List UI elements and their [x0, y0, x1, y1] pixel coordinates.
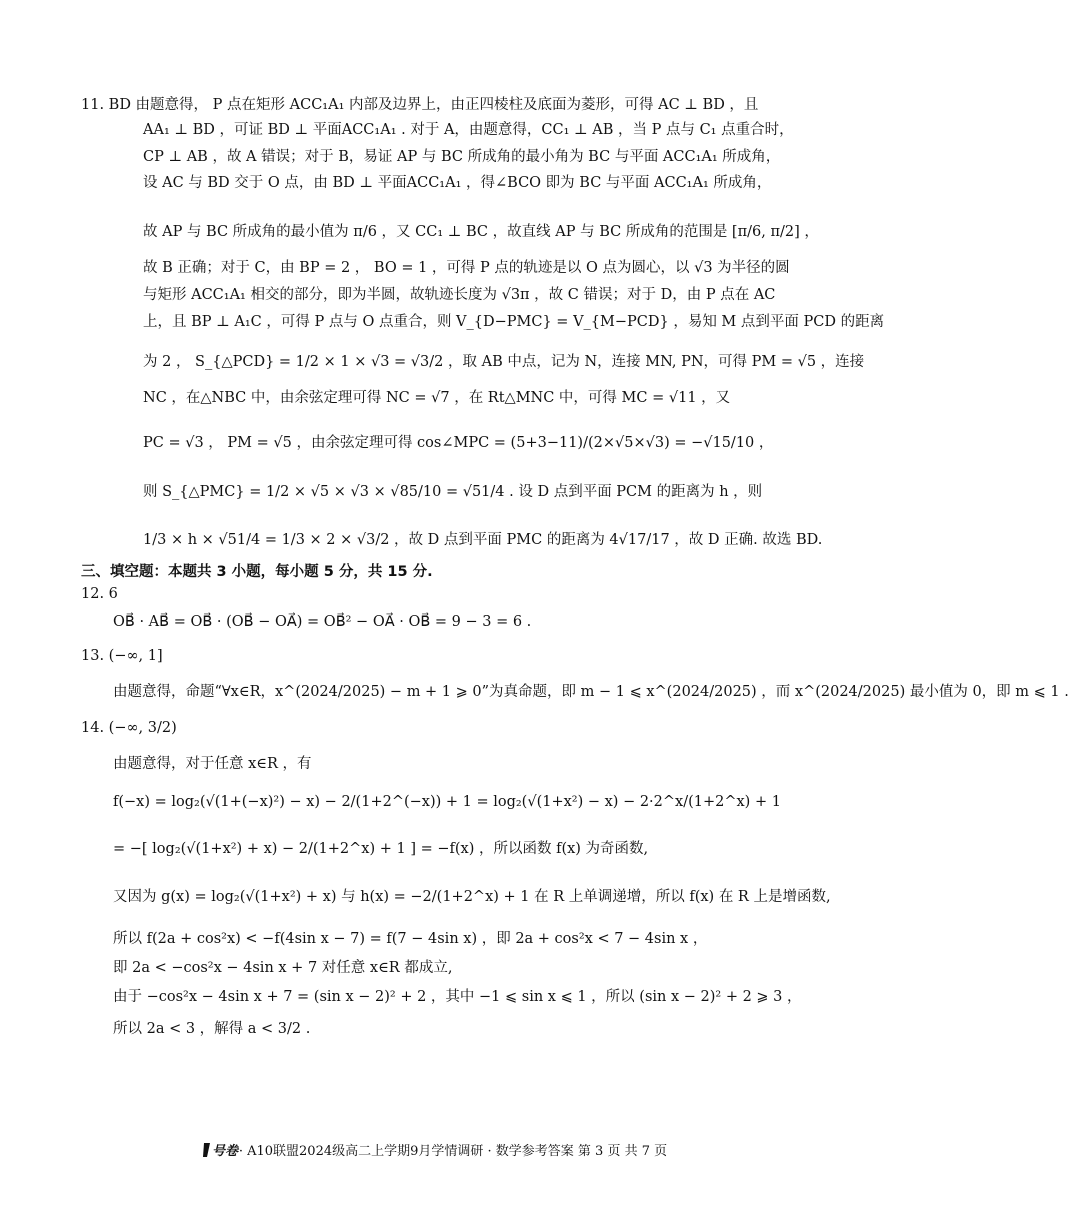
q11-line-4: 设 AC 与 BD 交于 O 点，由 BD ⊥ 平面ACC₁A₁ ，得∠BCO 即为 BC 与平面 ACC₁A₁ 所成角，	[143, 175, 772, 191]
q11-line-7: 与矩形 ACC₁A₁ 相交的部分，即为半圆，故轨迹长度为 √3π ，故 C 错误；对于 D，由 P 点在 AC	[143, 287, 776, 303]
q11-line-5: 故 AP 与 BC 所成角的最小值为 π/6 ，又 CC₁ ⊥ BC ，故直线 AP 与 BC 所成角的范围是 [π/6, π/2] ，	[143, 224, 819, 240]
q14-line-5: 所以 f(2a + cos²x) < −f(4sin x − 7) = f(7 − 4sin x) ，即 2a + cos²x < 7 − 4sin x ，	[113, 931, 708, 947]
q14-answer: 14. (−∞, 3/2)	[81, 720, 177, 736]
q11-line-1: 11. BD 由题意得， P 点在矩形 ACC₁A₁ 内部及边界上，由正四棱柱及底面为菱形，可得 AC ⊥ BD ，且	[81, 97, 759, 113]
q11-line-2: AA₁ ⊥ BD ，可证 BD ⊥ 平面ACC₁A₁ . 对于 A，由题意得，CC₁ ⊥ AB ，当 P 点与 C₁ 点重合时，	[143, 122, 794, 138]
q14-line-2: f(−x) = log₂(√(1+(−x)²) − x) − 2/(1+2^(−x)) + 1 = log₂(√(1+x²) − x) − 2·2^x/(1+2^x) + 1	[113, 794, 781, 810]
q14-line-3: = −[ log₂(√(1+x²) + x) − 2/(1+2^x) + 1 ] = −f(x) ，所以函数 f(x) 为奇函数,	[113, 841, 649, 857]
q14-line-1: 由题意得，对于任意 x∈R ，有	[113, 756, 312, 772]
q14-line-8: 所以 2a < 3 ，解得 a < 3/2 .	[113, 1021, 311, 1037]
exam-brand-logo	[201, 1140, 237, 1160]
q11-line-13: 1/3 × h × √51/4 = 1/3 × 2 × √3/2 ，故 D 点到平面 PMC 的距离为 4√17/17 ，故 D 正确. 故选 BD.	[143, 532, 823, 548]
page-footer	[0, 1140, 868, 1160]
q13-line-1: 由题意得，命题“∀x∈R，x^(2024/2025) − m + 1 ⩾ 0”为真命题，即 m − 1 ⩽ x^(2024/2025) ，而 x^(2024/2025) 最小值为 0，即 m ⩽ 1 .	[113, 684, 1069, 700]
q12-line-1: OB⃗ · AB⃗ = OB⃗ · (OB⃗ − OA⃗) = OB⃗² − OA⃗ · OB⃗ = 9 − 3 = 6 .	[113, 614, 532, 630]
q11-line-12: 则 S_{△PMC} = 1/2 × √5 × √3 × √85/10 = √51/4 . 设 D 点到平面 PCM 的距离为 h ，则	[143, 484, 763, 500]
brand-mark-icon	[201, 1140, 237, 1160]
footer-text: · A10联盟2024级高二上学期9月学情调研 · 数学参考答案 第 3 页 共 7 页	[238, 1144, 668, 1159]
q12-answer: 12. 6	[81, 586, 118, 602]
svg-text:号卷: 号卷	[211, 1144, 238, 1159]
section-heading-fill-in: 三、填空题：本题共 3 小题，每小题 5 分，共 15 分.	[81, 564, 433, 580]
q14-line-6: 即 2a < −cos²x − 4sin x + 7 对任意 x∈R 都成立,	[113, 960, 453, 976]
q11-line-8: 上，且 BP ⊥ A₁C ，可得 P 点与 O 点重合，则 V_{D−PMC} = V_{M−PCD} ，易知 M 点到平面 PCD 的距离	[143, 314, 885, 330]
q11-line-10: NC ，在△NBC 中，由余弦定理可得 NC = √7 ，在 Rt△MNC 中，可得 MC = √11 ，又	[143, 390, 731, 406]
q13-answer: 13. (−∞, 1]	[81, 648, 163, 664]
q11-line-6: 故 B 正确；对于 C，由 BP = 2 ， BO = 1 ，可得 P 点的轨迹是以 O 点为圆心，以 √3 为半径的圆	[143, 260, 790, 276]
q14-line-7: 由于 −cos²x − 4sin x + 7 = (sin x − 2)² + 2 ，其中 −1 ⩽ sin x ⩽ 1 ，所以 (sin x − 2)² + 2 ⩾ 3 ，	[113, 989, 802, 1005]
q11-line-3: CP ⊥ AB ，故 A 错误；对于 B，易证 AP 与 BC 所成角的最小角为 BC 与平面 ACC₁A₁ 所成角，	[143, 149, 781, 165]
q14-line-4: 又因为 g(x) = log₂(√(1+x²) + x) 与 h(x) = −2/(1+2^x) + 1 在 R 上单调递增，所以 f(x) 在 R 上是增函数,	[113, 889, 831, 905]
q11-line-11: PC = √3 ， PM = √5 ，由余弦定理可得 cos∠MPC = (5+3−11)/(2×√5×√3) = −√15/10 ，	[143, 435, 774, 451]
q11-line-9: 为 2 ， S_{△PCD} = 1/2 × 1 × √3 = √3/2 ，取 AB 中点，记为 N，连接 MN, PN，可得 PM = √5 ，连接	[143, 354, 865, 370]
